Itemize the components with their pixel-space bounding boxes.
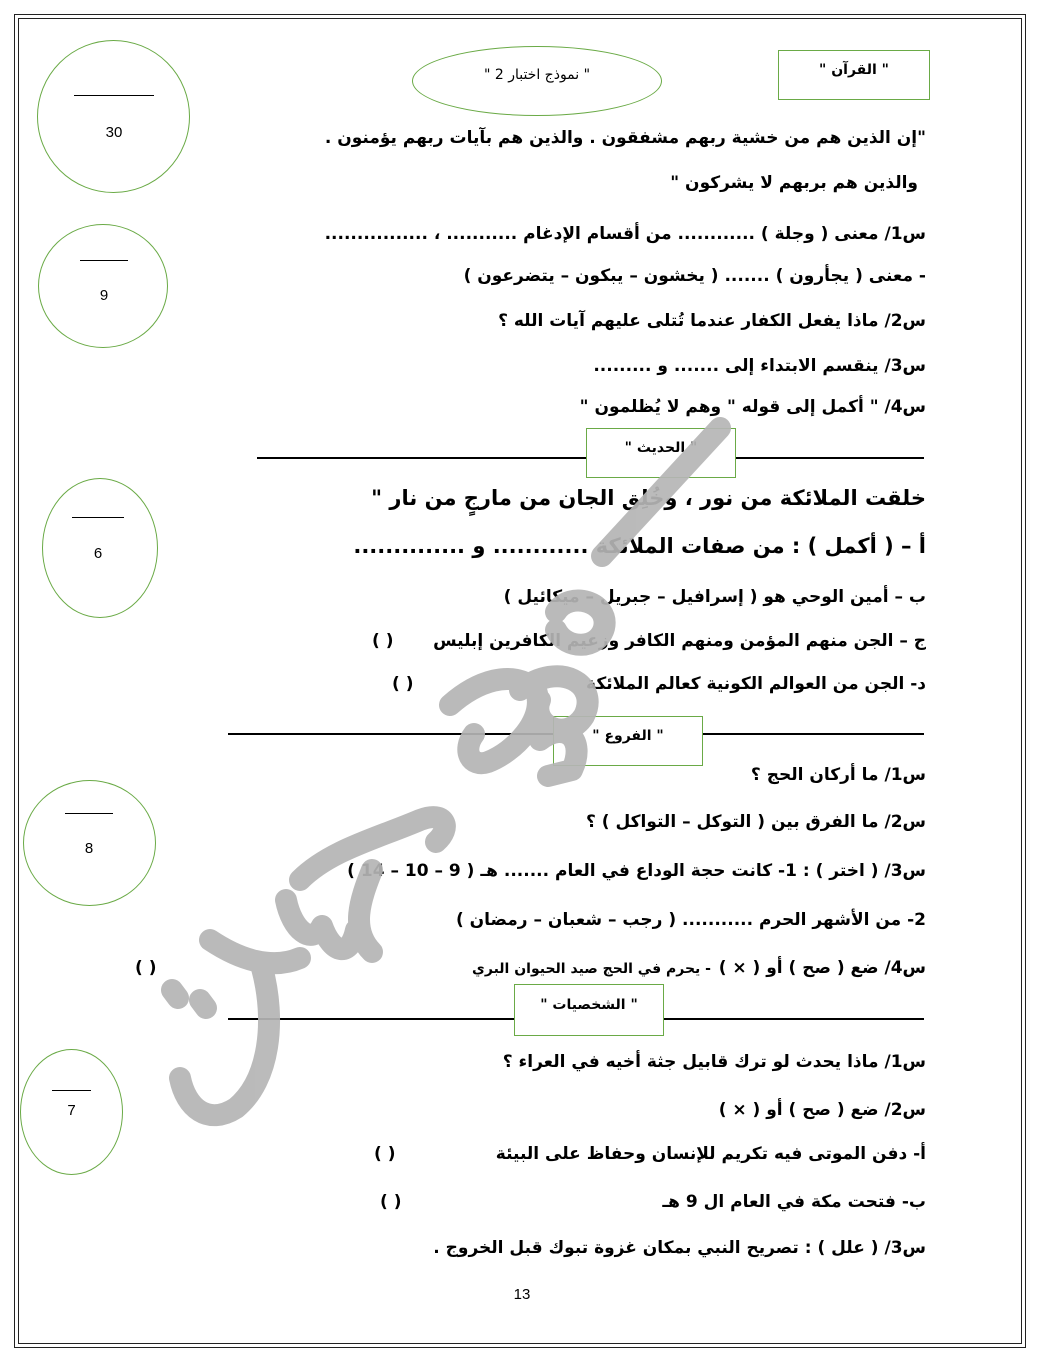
exam-model-oval [412, 46, 662, 116]
hadith-b: ب – أمين الوحي هو ( إسرافيل – جبريل – ميكائيل ) [503, 587, 926, 607]
quran-q1b: - معنى ( يجأرون ) ....... ( يخشون – يبكون – يتضرعون ) [463, 266, 926, 286]
shakhsiyat-a: أ- دفن الموتى فيه تكريم للإنسان وحفاظ على البيئة [495, 1144, 926, 1164]
exam-model-label: " نموذج اختبار 2 " [483, 67, 591, 83]
score-circle-quran-q [38, 224, 168, 348]
hadith-c-answer-box[interactable]: ( ) [372, 631, 394, 651]
furoo-q1: س1/ ما أركان الحج ؟ [750, 765, 926, 785]
score-shakhsiyat: 7 [67, 1102, 76, 1119]
section-label-shakhsiyat [514, 984, 664, 1036]
furoo-q2: س2/ ما الفرق بين ( التوكل – التواكل ) ؟ [585, 812, 926, 832]
score-quran-q: 9 [99, 287, 109, 304]
hadith-d: د- الجن من العوالم الكونية كعالم الملائكة [586, 674, 926, 694]
score-line [65, 813, 113, 814]
shakhsiyat-a-answer-box[interactable]: ( ) [374, 1144, 396, 1164]
quran-q3: س3/ ينقسم الابتداء إلى ....... و ......... [593, 356, 926, 376]
score-line [72, 517, 124, 518]
furoo-q3b: 2- من الأشهر الحرم ........... ( رجب – شعبان – رمضان ) [455, 910, 926, 930]
quran-q2: س2/ ماذا يفعل الكفار عندما تُتلى عليهم آيات الله ؟ [498, 311, 926, 331]
page-number: 13 [513, 1286, 531, 1303]
hadith-label: " الحديث " [624, 440, 698, 456]
hadith-text: خلقت الملائكة من نور ، وخُلِق الجان من مارجٍ من نار " [371, 486, 926, 510]
quran-label: " القرآن " [819, 62, 889, 78]
furoo-label: " الفروع " [592, 728, 664, 744]
shakhsiyat-label: " الشخصيات " [540, 997, 638, 1013]
quran-verse-line2: والذين هم بربهم لا يشركون " [670, 173, 918, 193]
score-hadith: 6 [93, 545, 103, 562]
shakhsiyat-b-answer-box[interactable]: ( ) [380, 1192, 402, 1212]
shakhsiyat-q2: س2/ ضع ( صح ) أو ( × ) [718, 1100, 926, 1120]
quran-verse-line1: "إن الذين هم من خشية ربهم مشفقون . والذين هم بآيات ربهم يؤمنون . [324, 128, 926, 148]
section-label-hadith [586, 428, 736, 478]
quran-q1: س1/ معنى ( وجلة ) ............ من أقسام الإدغام ........... ، ................ [324, 224, 926, 244]
shakhsiyat-q1: س1/ ماذا يحدث لو ترك قابيل جثة أخيه في العراء ؟ [502, 1052, 926, 1072]
score-line [74, 95, 154, 96]
hadith-c: ج – الجن منهم المؤمن ومنهم الكافر وزعيم الكافرين إبليس [433, 631, 926, 651]
furoo-q4-item: - يحرم في الحج صيد الحيوان البري [472, 961, 711, 977]
score-furoo: 8 [84, 840, 94, 857]
section-label-furoo [553, 716, 703, 766]
furoo-q3: س3/ ( اختر ) : 1- كانت حجة الوداع في العام ....... هـ ( 9 – 10 – 14 ) [347, 861, 926, 881]
furoo-q4-answer-box[interactable]: ( ) [135, 958, 157, 978]
score-line [52, 1090, 91, 1091]
shakhsiyat-b: ب- فتحت مكة في العام ال 9 هـ [662, 1192, 926, 1212]
quran-q4: س4/ " أكمل إلى قوله " وهم لا يُظلمون " [579, 397, 926, 417]
furoo-q4: س4/ ضع ( صح ) أو ( × ) [718, 958, 926, 978]
shakhsiyat-q3: س3/ ( علل ) : تصريح النبي بمكان غزوة تبوك قبل الخروج . [433, 1238, 926, 1258]
section-label-quran [778, 50, 930, 100]
hadith-a: أ – ( أكمل ) : من صفات الملائكة ............ و .............. [353, 534, 926, 558]
score-circle-quran-total [37, 40, 190, 193]
hadith-d-answer-box[interactable]: ( ) [392, 674, 414, 694]
score-quran-total: 30 [105, 124, 123, 141]
score-line [80, 260, 128, 261]
